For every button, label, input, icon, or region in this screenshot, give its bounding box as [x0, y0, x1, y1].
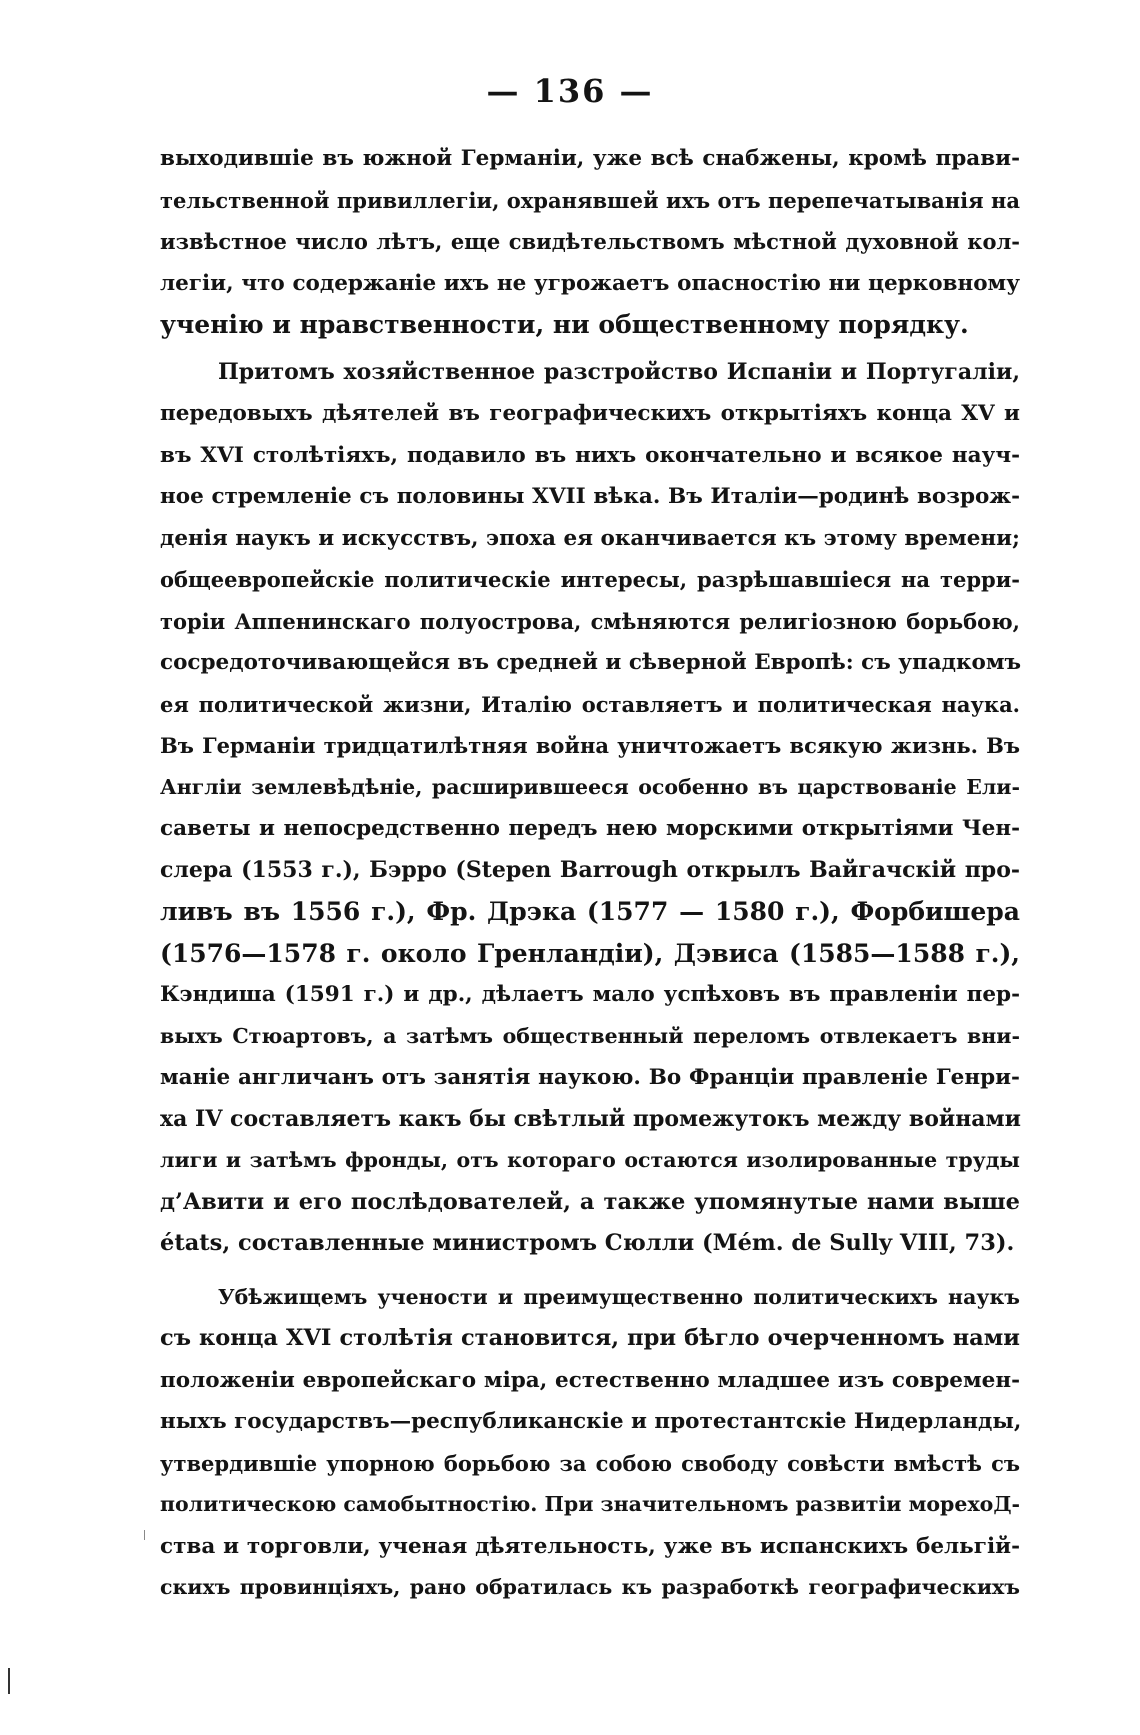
text-line: лиги и затѣмъ фронды, отъ котораго остаются изолированные труды: [160, 1148, 1020, 1172]
text-line: общеевропейскіе политическіе интересы, разрѣшавшіеся на терри-: [160, 567, 1020, 592]
text-line: ныхъ государствъ—республиканскіе и протестантскіе Нидерланды,: [160, 1409, 1022, 1434]
text-line: выхъ Стюартовъ, а затѣмъ общественный переломъ отвлекаетъ вни-: [160, 1023, 1020, 1048]
text-line: Въ Германіи тридцатилѣтняя война уничтожаетъ всякую жизнь. Въ: [160, 733, 1020, 758]
text-line: ха IV составляетъ какъ бы свѣтлый промежутокъ между войнами: [160, 1105, 1021, 1132]
paragraph-2: [160, 352, 1020, 1265]
text-line: скихъ провинціяхъ, рано обратилась къ разработкѣ географическихъ: [160, 1575, 1020, 1599]
text-line: ея политической жизни, Италію оставляетъ и политическая наука.: [160, 691, 1020, 717]
text-line: передовыхъ дѣятелей въ географическихъ открытіяхъ конца XV и: [160, 401, 1020, 426]
text-line: извѣстное число лѣтъ, еще свидѣтельствомъ мѣстной духовной кол-: [160, 229, 1020, 254]
text-line: ученію и нравственности, ни общественному порядку.: [160, 310, 969, 339]
text-line: саветы и непосредственно передъ нею морскими открытіями Чен-: [160, 816, 1020, 841]
text-line: маніе англичанъ отъ занятія наукою. Во Франціи правленіе Генри-: [160, 1065, 1020, 1090]
text-line: д’Авити и его послѣдователей, а также упомянутые нами выше: [160, 1188, 1020, 1215]
text-line: политическою самобытностію. При значительномъ развитіи морехоД-: [160, 1492, 1021, 1516]
text-line: выходившіе въ южной Германіи, уже всѣ снабжены, кромѣ прави-: [160, 146, 1020, 171]
text-line: ливъ въ 1556 г.), Фр. Дрэка (1577 — 1580 г.), Форбишера: [160, 897, 1020, 926]
text-line: денія наукъ и искусствъ, эпоха ея оканчивается къ этому времени;: [160, 525, 1020, 551]
text-line: слера (1553 г.), Бэрро (Stepen Barrough открылъ Вайгачскій про-: [160, 856, 1020, 883]
paragraph-3: [160, 1277, 1020, 1609]
text-line: (1576—1578 г. около Гренландіи), Дэвиса (1585—1588 г.),: [160, 938, 1020, 968]
text-line: ное стремленіе съ половины XVII вѣка. Въ Италіи—родинѣ возрож-: [160, 484, 1020, 509]
text-line: Убѣжищемъ учености и преимущественно политическихъ наукъ: [218, 1284, 1020, 1309]
paragraph-1: [160, 138, 1020, 346]
text-line: торіи Аппенинскаго полуострова, смѣняются религіозною борьбою,: [160, 608, 1020, 634]
text-line: Притомъ хозяйственное разстройство Испаніи и Португаліи,: [218, 358, 1020, 385]
body-text: [160, 138, 1020, 1609]
text-line: Англіи землевѣдѣніе, расширившееся особенно въ царствованіе Ели-: [160, 774, 1020, 799]
margin-rule: [8, 1668, 10, 1694]
page-number: — 136 —: [486, 72, 654, 110]
text-line: положеніи европейскаго міра, естественно младшее изъ современ-: [160, 1367, 1020, 1393]
text-line: съ конца XVI столѣтія становится, при бѣгло очерченномъ нами: [160, 1325, 1020, 1351]
text-line: тельственной привиллегіи, охранявшей ихъ отъ перепечатыванія на: [160, 187, 1020, 213]
text-line: ства и торговли, ученая дѣятельность, уже въ испанскихъ бельгій-: [160, 1533, 1020, 1559]
text-line: легіи, что содержаніе ихъ не угрожаетъ опасностію ни церковному: [160, 270, 1020, 296]
text-line: états, составленные министромъ Сюлли (Mém. de Sully VIII, 73).: [160, 1230, 1015, 1256]
text-line: въ XVI столѣтіяхъ, подавило въ нихъ окончательно и всякое науч-: [160, 442, 1020, 468]
margin-tick: [144, 1530, 145, 1540]
text-line: Кэндиша (1591 г.) и др., дѣлаетъ мало успѣховъ въ правленіи пер-: [160, 982, 1020, 1007]
text-line: утвердившіе упорною борьбою за собою свободу совѣсти вмѣстѣ съ: [160, 1450, 1020, 1476]
text-line: сосредоточивающейся въ средней и сѣверной Европѣ: съ упадкомъ: [160, 650, 1022, 675]
